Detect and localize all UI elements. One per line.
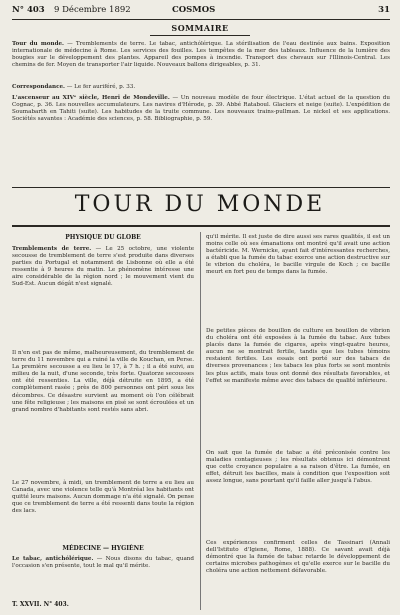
signature-mark: T. XXVII. N° 403.	[12, 601, 69, 608]
sommaire-1-text: — Tremblements de terre. Le tabac, antichólérique. La stérilisation de l'eau destinée aux bains. Exposition internationale de médecine à Rome. Les services des fouilles. Les tempêtes de la mer des tableaux. Influence de la lumière des bougies sur le développement des plantes. Appareil des pompes à incendie. Transport des chevaux sur l'Illinois-Central. Les chemins de fer. Moyen de transporter l'air liquide. Nouveaux ballons dirigeables, p. 31.	[12, 41, 390, 69]
journal-name: COSMOS	[172, 5, 216, 15]
sommaire-paragraph-1	[12, 41, 390, 69]
left-paragraph-2	[12, 350, 194, 414]
left-1-text: — Le 25 octobre, une violente secousse de tremblement de terre s'est produite dans diverses parties du Portugal et notamment de Lisbonne où elle a été ressentie à 9 heures du matin. Le phénomène intéresse une aire considérable de la région nord ; le mouvement vient du Sud-Est. Aucun dégât n'est signalé.	[12, 246, 194, 288]
left-paragraph-4	[12, 556, 194, 570]
running-header	[12, 5, 390, 18]
sommaire-2-text: — Le fer auriféré, p. 33.	[66, 84, 136, 90]
sommaire-1-lead: Tour du monde.	[12, 41, 64, 47]
sommaire-paragraph-2	[12, 84, 390, 91]
left-subheading: PHYSIQUE DU GLOBE	[65, 234, 141, 241]
right-paragraph-2	[206, 328, 390, 385]
sommaire-paragraph-3	[12, 95, 390, 123]
right-4-text: Ces expériences confirment celles de Tassinari (Annali dell'Istituto d'Igiene, Rome, 1888). Ce savant avait déjà démontré que la fumée de tabac retarde le développement de certains microbes pathogènes et qu'elle exerce sur le bacille du choléra une action nettement défavorable.	[206, 540, 390, 575]
right-paragraph-1	[206, 234, 390, 277]
header-rule	[12, 19, 390, 20]
left-4-text: — Nous disons du tabac, quand l'occasion s'en présente, tout le mal qu'il mérite.	[12, 556, 194, 570]
sommaire-title-rule	[150, 35, 250, 36]
sommaire-2-lead: Correspondance.	[12, 84, 66, 90]
page-number: 31	[378, 5, 390, 15]
left-3-text: Le 27 novembre, à midi, un tremblement de terre a eu lieu au Canada, avec une violence telle qu'à Montréal les habitants ont quitté leurs maisons. Aucun dommage n'a été signalé. On pense que ce tremblement de terre a été ressenti dans toute la région des lacs.	[12, 480, 194, 515]
left-4-lead: Le tabac, antichólérique.	[12, 556, 94, 562]
sommaire-title: SOMMAIRE	[171, 23, 229, 33]
section-rule-top	[12, 187, 390, 188]
right-1-text: qu'il mérite. Il est juste de dire aussi ses rares qualités, il est un moins celle où ses émanations ont montré qu'il avait une action bactéricide. M. Wernicke, ayant fait d'intéressantes recherches, a établi que la fumée du tabac exerce une action destructive sur le vibrion du choléra, le bacille virgule de Koch ; ce bacille meurt en fort peu de temps dans la fumée.	[206, 234, 390, 276]
issue-date: 9 Décembre 1892	[54, 5, 131, 15]
right-2-text: De petites pièces de bouillon de culture en bouillon de vibrion du choléra ont été exposées à la fumée du tabac. Aux tubes placés dans la fumée de cigares, après vingt-quatre heures, aucun ne se montrait fertile, tandis que les tubes témoins restaient fertiles. Les essais ont porté sur des tabacs de diverses provenances ; les tabacs les plus forts se sont montrés les plus actifs, mais tous ont donné des résultats favorables, et l'effet se manifeste même avec des tabacs de qualité inférieure.	[206, 328, 390, 384]
right-3-text: On sait que la fumée de tabac a été préconisée contre les maladies contagieuses ; les résultats obtenus ici démontrent que cette croyance populaire a sa raison d'être. La fumée, en effet, détruit les bacilles, mais à condition que l'exposition soit assez longue, sans pourtant qu'il faille aller jusqu'à l'abus.	[206, 450, 390, 485]
left-paragraph-3	[12, 480, 194, 515]
sommaire-3-text: — Un nouveau modèle de four électrique. L'état actuel de la question du Cognac, p. 36. Les nouvelles accumulateurs. Les navires d'Hérode, p. 39. Abbé Rataboul. Glaciers et neige (suite). L'expédition de Soumabarth en Tahiti (suite). Les habitudes de la truite commune. Les nouveaux trains-pullman. Le nickel et ses applications. Sociétés savantes : Académie des sciences, p. 58. Bibliographie, p. 59.	[12, 95, 390, 123]
section-rule-bottom	[12, 225, 390, 227]
right-paragraph-4	[206, 540, 390, 575]
left-1-lead: Tremblements de terre.	[12, 246, 92, 252]
left-paragraph-1	[12, 246, 194, 289]
left-subheading-2: MÉDECINE — HYGIÈNE	[62, 545, 144, 552]
column-divider	[200, 232, 201, 610]
section-title: TOUR DU MONDE	[74, 192, 326, 217]
right-paragraph-3	[206, 450, 390, 485]
left-2-text: Il n'en est pas de même, malheureusement, du tremblement de terre du 11 novembre qui a ruiné la ville de Kouchan, en Perse. La première secousse a eu lieu le 17, à 7 h. ; il a été suivi, au milieu de la nuit, d'une seconde, très forte. Quatorze secousses ont été ressenties. La ville, déjà détruite en 1895, a été complètement rasée ; près de 800 personnes ont péri sous les décombres. Ce désastre survient au moment où l'on célébrait une fête religieuse ; les maisons en pisé se sont écroulées et un grand nombre d'habitants sont restés sans abri.	[12, 350, 194, 413]
sommaire-3-lead: L'ascenseur au XIVᵉ siècle, Henri de Mondeville.	[12, 95, 170, 101]
issue-number: N° 403	[12, 5, 45, 15]
